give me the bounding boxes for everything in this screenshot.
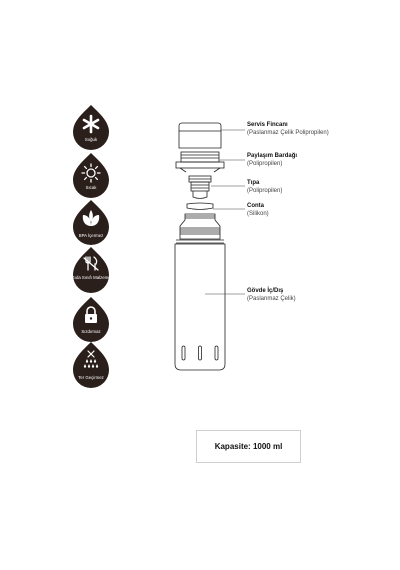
serving-cup bbox=[179, 123, 221, 148]
part-material: (Paslanmaz Çelik Polipropilen) bbox=[247, 129, 329, 136]
bottle-body bbox=[175, 244, 225, 370]
callout-serving-cup bbox=[247, 122, 329, 137]
callout-sharing-cup bbox=[247, 153, 297, 168]
seal bbox=[187, 203, 213, 210]
part-material: (Polipropilen) bbox=[247, 187, 283, 194]
callout-stopper bbox=[247, 180, 282, 195]
part-name: Tıpa bbox=[247, 180, 260, 186]
capacity-box bbox=[196, 430, 301, 463]
feature-label: Sıcak bbox=[85, 185, 97, 190]
feature-label: Soğuk bbox=[84, 137, 98, 142]
feature-label: Sızdırmaz bbox=[81, 329, 101, 334]
part-name: Servis Fincanı bbox=[247, 122, 288, 128]
part-name: Gövde İç/Dış bbox=[247, 288, 284, 294]
feature-label: BPA İçermez bbox=[78, 233, 104, 238]
part-material: (Polipropilen) bbox=[247, 160, 283, 167]
part-material: (Silikon) bbox=[247, 210, 269, 217]
part-name: Paylaşım Bardağı bbox=[247, 153, 298, 159]
body-neck bbox=[176, 214, 224, 243]
part-material: (Paslanmaz Çelik) bbox=[247, 295, 296, 302]
feature-label: Ter Geçirmez bbox=[78, 375, 104, 380]
part-name: Conta bbox=[247, 203, 264, 209]
feature-label: Gıda Sınıfı Malzeme bbox=[71, 275, 111, 280]
capacity-text: Kapasite: 1000 ml bbox=[214, 442, 283, 451]
callout-body bbox=[247, 288, 296, 303]
stopper bbox=[189, 176, 211, 199]
sharing-cup bbox=[176, 152, 224, 172]
callout-seal bbox=[247, 203, 269, 218]
